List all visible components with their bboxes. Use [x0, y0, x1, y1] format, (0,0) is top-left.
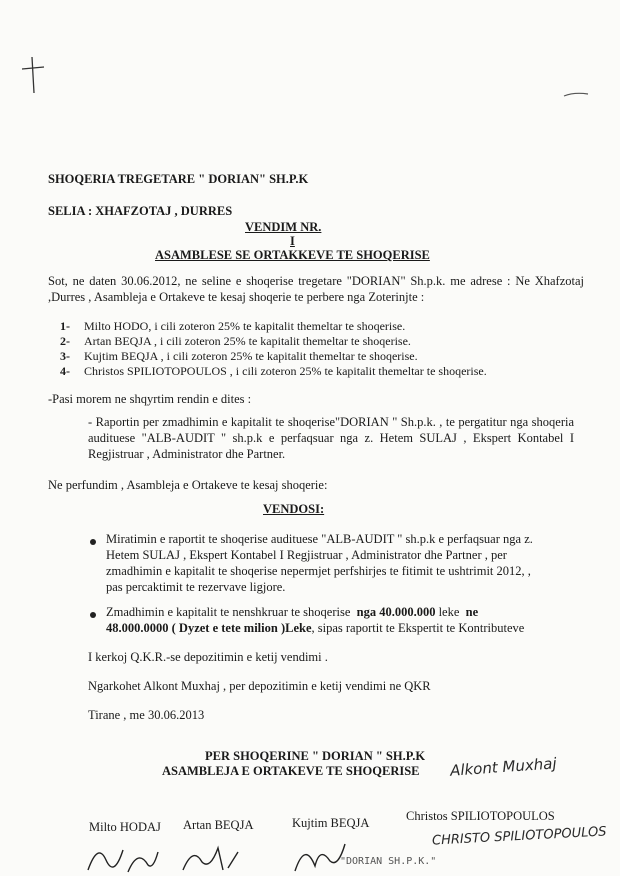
partner-item-1: 1- Milto HODO, i cili zoteron 25% te kapitalit themeltar te shoqerise.	[60, 319, 406, 333]
conclusion-text: Ne perfundim , Asambleja e Ortakeve te kesaj shoqerie:	[48, 478, 328, 492]
decides-heading: VENDOSI:	[263, 502, 325, 516]
footer-line-1: PER SHOQERINE " DORIAN " SH.P.K	[205, 749, 426, 763]
signatory-artan: Artan BEQJA	[183, 818, 254, 832]
handwritten-alkont: Alkont Muxhaj	[449, 754, 558, 780]
signatory-milto: Milto HODAJ	[89, 820, 161, 834]
decision-item-2-line1: Zmadhimin e kapitalit te nenshkruar te shoqerise nga 40.000.000 leke ne	[106, 605, 479, 619]
decision-number: I	[290, 234, 295, 248]
signatory-kujtim: Kujtim BEQJA	[292, 816, 370, 830]
partner-item-3: 3- Kujtim BEQJA , i cili zoteron 25% te kapitalit themeltar te shoqerise.	[60, 349, 418, 363]
request-text: I kerkoj Q.K.R.-se depozitimin e ketij vendimi .	[88, 650, 328, 664]
partner-item-4: 4- Christos SPILIOTOPOULOS , i cili zoteron 25% te kapitalit themeltar te shoqerise.	[60, 364, 487, 378]
partner-item-2: 2- Artan BEQJA , i cili zoteron 25% te kapitalit themeltar te shoqerise.	[60, 334, 411, 348]
pen-mark	[562, 88, 592, 102]
assembly-title: ASAMBLESE SE ORTAKKEVE TE SHOQERISE	[155, 248, 430, 262]
signature-strokes	[78, 840, 278, 876]
bullet-icon	[90, 539, 96, 545]
decision-item-1: Miratimin e raportit te shoqerise audituese "ALB-AUDIT " sh.p.k e perfaqsuar nga z. Hetem SULAJ , Ekspert Kontabel I Regjistruar , Administrator dhe Partner , per zmadhimin e kapitalit te shoqerise nepermjet perfshirjes te fitimit te ushtrimit 2012, , pas percaktimit te rezervave ligjore.	[106, 532, 533, 594]
decision-item-2-line2: 48.000.0000 ( Dyzet e tete milion )Leke, sipas raportit te Ekspertit te Kontributeve	[106, 621, 525, 635]
company-seat: SELIA : XHAFZOTAJ , DURRES	[48, 204, 233, 218]
company-stamp: "DORIAN SH.P.K."	[340, 856, 437, 867]
signature-kujtim	[290, 836, 350, 876]
signatory-christos: Christos SPILIOTOPOULOS	[406, 809, 555, 823]
handwritten-christos: CHRISTO SPILIOTOPOULOS	[431, 824, 607, 849]
agenda-intro: -Pasi morem ne shqyrtim rendin e dites :	[48, 392, 252, 406]
place-date: Tirane , me 30.06.2013	[88, 708, 205, 722]
company-name: SHOQERIA TREGETARE " DORIAN" SH.P.K	[48, 172, 309, 186]
agenda-item: - Raportin per zmadhimin e kapitalit te shoqerise"DORIAN " Sh.p.k. , te pergatitur nga shoqeria audituese "ALB-AUDIT " sh.p.k e perfaqsuar nga z. Hetem SULAJ , Ekspert Kontabel I Regjistruar , Administrator dhe Partner.	[88, 415, 574, 461]
cross-mark	[18, 55, 48, 95]
bullet-icon	[90, 612, 96, 618]
footer-line-2: ASAMBLEJA E ORTAKEVE TE SHOQERISE	[162, 764, 420, 778]
intro-paragraph: Sot, ne daten 30.06.2012, ne seline e shoqerise tregetare "DORIAN" Sh.p.k. me adrese : Ne Xhafzotaj ,Durres , Asambleja e Ortakeve te kesaj shoqerie te perbere nga Zoterinjte :	[48, 274, 584, 304]
decision-title: VENDIM NR.	[245, 220, 322, 234]
charged-text: Ngarkohet Alkont Muxhaj , per depozitimin e ketij vendimi ne QKR	[88, 679, 431, 693]
